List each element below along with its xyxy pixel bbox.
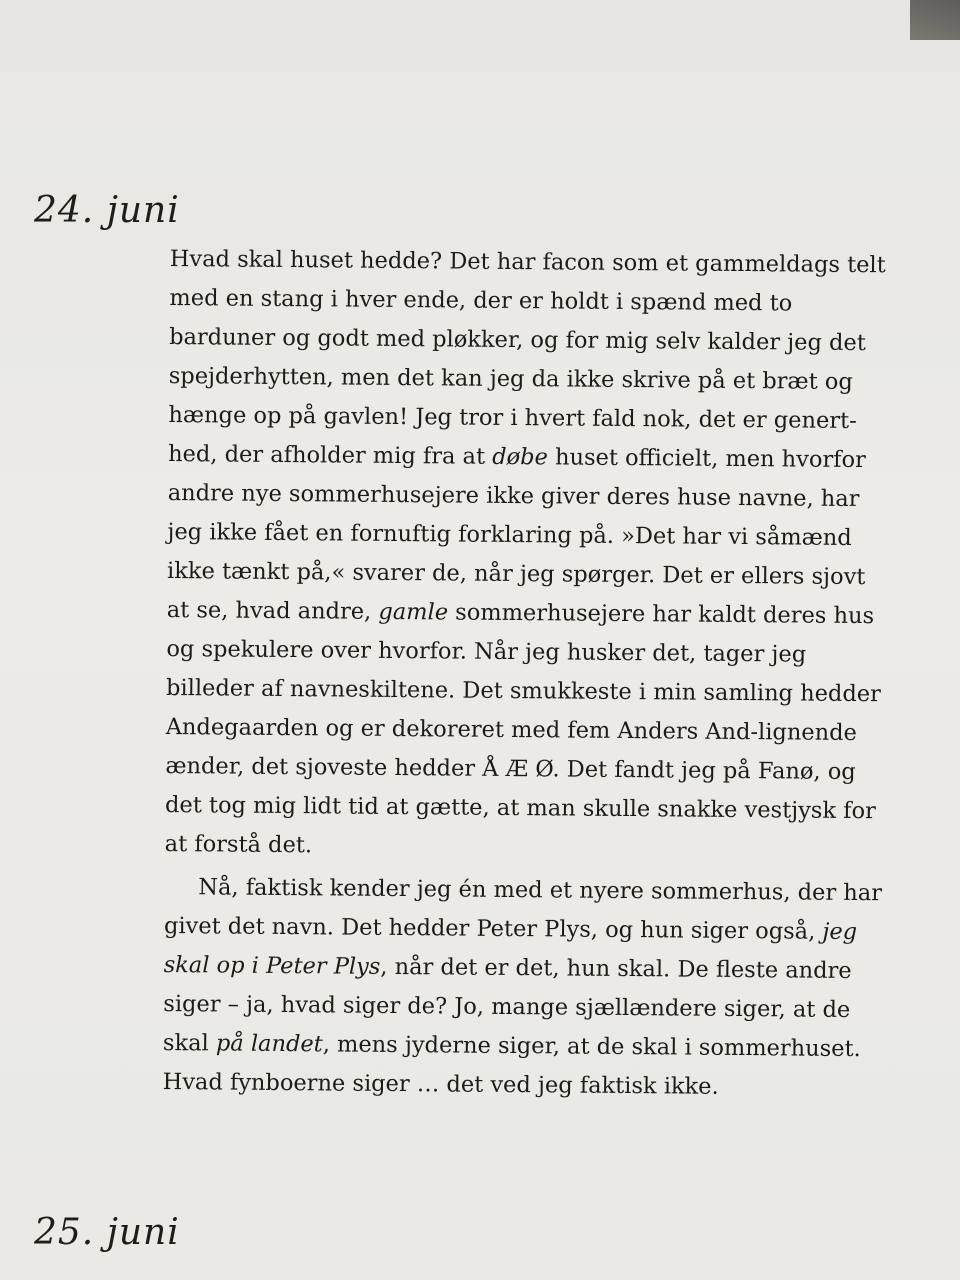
date-heading-second: 25. juni <box>34 1212 180 1253</box>
text-line: hed, der afholder mig fra at døbe huset officielt, men hvorfor <box>168 440 866 474</box>
italic-word: jeg <box>822 918 858 946</box>
date-heading-first: 24. juni <box>34 190 180 231</box>
text-line: skal på landet, mens jyderne siger, at de skal i sommerhuset. <box>162 1029 861 1063</box>
text-line: spejderhytten, men det kan jeg da ikke skrive på et bræt og <box>168 362 853 395</box>
text-line: at forstå det. <box>164 830 313 859</box>
background-corner <box>910 0 960 40</box>
text-line: Nå, faktisk kender jeg én med et nyere sommerhus, der har <box>198 874 883 907</box>
italic-phrase: skal op i Peter Plys <box>163 951 381 980</box>
text-line: ænder, det sjoveste hedder Å Æ Ø. Det fandt jeg på Fanø, og <box>165 752 856 786</box>
italic-word: gamle <box>378 598 449 626</box>
text-line: jeg ikke fået en fornuftig forklaring på. »Det har vi såmænd <box>167 518 852 551</box>
text-line: ikke tænkt på,« svarer de, når jeg spørger. Det er ellers sjovt <box>166 557 866 591</box>
text-line: Andegaarden og er dekoreret med fem Anders And-lignende <box>165 713 858 747</box>
text-line: Hvad skal huset hedde? Det har facon som et gammeldags telt <box>169 245 886 279</box>
text-line: og spekulere over hvorfor. Når jeg husker det, tager jeg <box>166 635 807 668</box>
text-line: givet det navn. Det hedder Peter Plys, og hun siger også, jeg <box>163 912 858 946</box>
text-line: det tog mig lidt tid at gætte, at man skulle snakke vestjysk for <box>164 791 876 825</box>
text-line: Hvad fynboerne siger … det ved jeg faktisk ikke. <box>162 1068 719 1100</box>
text-line: skal op i Peter Plys, når det er det, hun skal. De fleste andre <box>163 951 852 984</box>
text-line: hænge op på gavlen! Jeg tror i hvert fald nok, det er genert- <box>168 401 857 434</box>
text-line: at se, hvad andre, gamle sommerhusejere har kaldt deres hus <box>166 596 875 630</box>
text-line: barduner og godt med pløkker, og for mig selv kalder jeg det <box>169 323 866 357</box>
text-line: med en stang i hver ende, der er holdt i spænd med to <box>169 284 793 317</box>
italic-word: døbe <box>492 443 548 471</box>
body-text <box>162 240 929 1109</box>
text-line: siger – ja, hvad siger de? Jo, mange sjællændere siger, at de <box>163 990 851 1023</box>
text-line: andre nye sommerhusejere ikke giver deres huse navne, har <box>167 479 860 513</box>
text-line: billeder af navneskiltene. Det smukkeste i min samling hedder <box>165 674 881 708</box>
italic-phrase: på landet <box>215 1030 323 1058</box>
